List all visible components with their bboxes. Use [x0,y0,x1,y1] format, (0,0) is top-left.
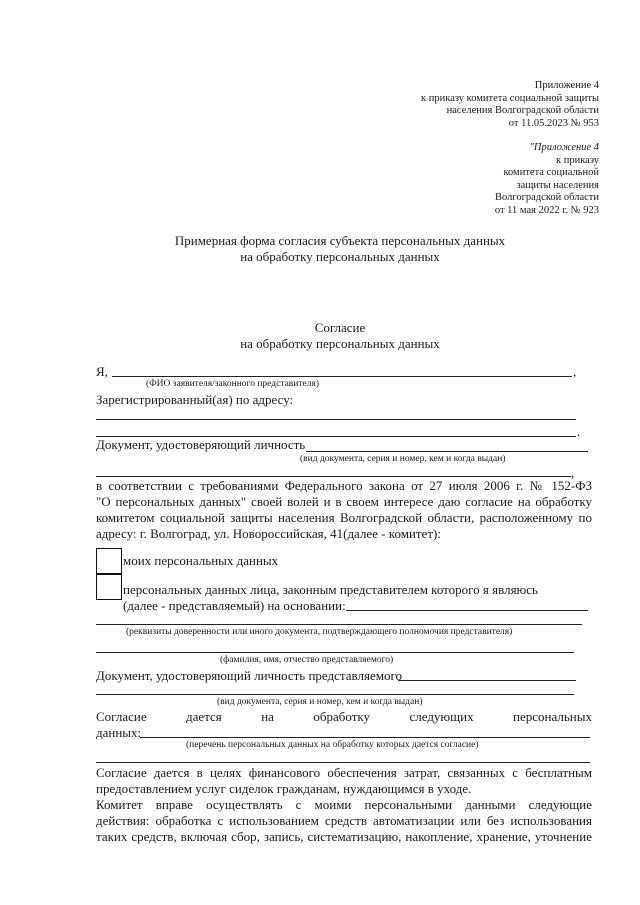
period: . [577,424,581,439]
paragraph-line: Комитет вправе осуществлять с моими персональными данными следующие [96,797,592,812]
document-id-label: Документ, удостоверяющий личность [96,437,306,452]
header-line: от 11.05.2023 № 953 [508,117,599,129]
header-line: защиты населения [516,179,599,191]
purpose-paragraph [96,765,592,797]
document-title [140,233,540,265]
comma: , [571,465,575,480]
document-id-caption: (вид документа, серия и номер, кем и когда выдан) [300,454,506,464]
data-label: данных: [96,725,142,740]
address-field-1[interactable] [96,419,576,420]
rights-paragraph [96,797,592,845]
document-title-line: Примерная форма согласия субъекта персональных данных [174,233,506,248]
represented-fio-field[interactable] [96,652,574,653]
header-line: от 11 мая 2022 г. № 923 [494,204,599,216]
header-line: Волгоградской области [494,192,599,203]
consent-paragraph [96,478,592,542]
paragraph-line: "О персональных данных" своей волей и в своем интересе даю согласие на обработку [96,494,592,509]
represented-fio-caption: (фамилия, имя, отчество представляемого) [220,655,394,665]
paragraph-line: комитетом социальной защиты населения Волгоградской области, расположенному по [96,510,592,525]
i-label: Я, [96,364,108,379]
header-line: к приказу [556,154,599,166]
header-line: "Приложение 4 [529,142,599,153]
represented-document-label: Документ, удостоверяющий личность представляемого [96,668,402,683]
paragraph-line: предоставлением услуг сиделок гражданам, нуждающимся в уходе. [96,781,472,796]
header-line: населения Волгоградской области [446,105,599,116]
data-list-caption: (перечень персональных данных на обработку которых дается согласие) [186,740,479,750]
represented-data-label: персональных данных лица, законным представителем которого я являюсь [123,582,538,597]
document-title-line: на обработку персональных данных [240,249,440,264]
header-line: к приказу комитета социальной защиты [421,92,599,104]
fio-field[interactable] [112,376,572,377]
represented-document-field[interactable] [398,680,576,681]
previous-appendix-header [495,142,599,217]
form-title-line: Согласие [314,320,366,335]
paragraph-line: адресу: г. Волгоград, ул. Новороссийская, 41(далее - комитет): [96,526,441,541]
comma: , [573,364,577,379]
data-list-field-2[interactable] [96,762,590,763]
data-list-field[interactable] [140,737,590,738]
consent-given-line: Согласие дается на обработку следующих персональных [96,709,592,724]
appendix-header [421,80,599,130]
document-id-field-2[interactable] [96,476,571,477]
paragraph-line: Согласие дается в целях финансового обеспечения затрат, связанных с бесплатным [96,765,592,780]
header-line: Приложение 4 [534,80,599,91]
own-data-label: моих персональных данных [123,553,279,568]
basis-field-2[interactable] [96,624,582,625]
paragraph-line: действия: обработка с использованием средств автоматизации или без использования [96,813,592,828]
basis-caption: (реквизиты доверенности или иного документа, подтверждающего полномочия представителя) [126,627,513,637]
form-title [180,320,500,352]
form-title-line: на обработку персональных данных [240,336,440,351]
represented-document-caption: (вид документа, серия и номер, кем и когда выдан) [217,697,423,707]
basis-field[interactable] [346,610,588,611]
registered-label: Зарегистрированный(ая) по адресу: [96,392,294,407]
fio-caption: (ФИО заявителя/законного представителя) [146,379,320,389]
represented-data-checkbox[interactable] [96,574,122,600]
represented-document-field-2[interactable] [96,694,574,695]
document-id-field[interactable] [306,451,588,452]
paragraph-line: таких средств, включая сбор, запись, систематизацию, накопление, хранение, уточнение [96,829,592,844]
paragraph-line: в соответствии с требованиями Федерального закона от 27 июля 2006 г. № 152-ФЗ [96,478,592,493]
header-line: комитета социальной [503,167,599,178]
basis-label: (далее - представляемый) на основании: [123,598,346,613]
own-data-checkbox[interactable] [96,548,122,574]
